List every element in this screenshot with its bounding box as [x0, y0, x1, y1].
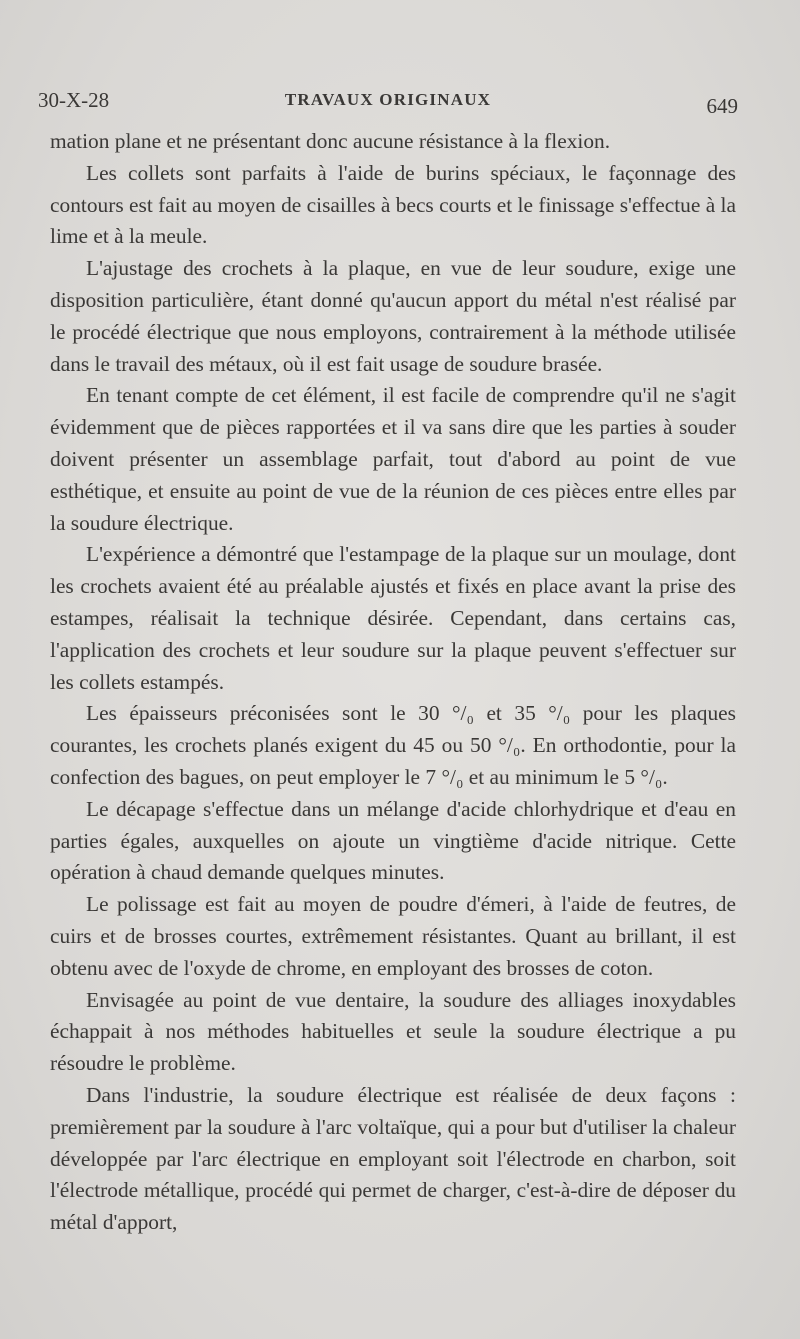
paragraph-collets: Les collets sont parfaits à l'aide de burins spéciaux, le façonnage des contours est fait au moyen de cisailles à becs courts et le finissage s'effectue à la lime et à la meule.: [50, 160, 736, 249]
paragraph-industrie: Dans l'industrie, la soudure électrique est réalisée de deux façons : premièrement par la soudure à l'arc voltaïque, qui a pour but d'utiliser la chaleur développée par l'arc électrique en employant soit l'électrode en charbon, soit l'électrode métallique, procédé qui permet de charger, c'est-à-dire de déposer du métal d'apport,: [50, 1082, 736, 1235]
body-text: [50, 126, 736, 1239]
running-head: [38, 88, 738, 122]
paragraph-epaisseurs: Les épaisseurs préconisées sont le 30 °/₀ et 35 °/₀ pour les plaques courantes, les crochets planés exigent du 45 ou 50 °/₀. En orthodontie, pour la confection des bagues, on peut employer le 7 °/₀ et au minimum le 5 °/₀.: [50, 701, 736, 789]
header-date: 30-X-28: [38, 88, 110, 112]
paragraph-decapage: Le décapage s'effectue dans un mélange d'acide chlorhydrique et d'eau en parties égales, auxquelles on ajoute un vingtième d'acide nitrique. Cette opération à chaud demande quelques minutes.: [50, 796, 736, 885]
paragraph-experience: L'expérience a démontré que l'estampage de la plaque sur un moulage, dont les crochets avaient été au préalable ajustés et fixés en place avant la prise des estampes, réalisait la technique désirée. Cependant, dans certains cas, l'application des crochets et leur soudure sur la plaque peuvent s'effectuer sur les collets estampés.: [50, 542, 736, 694]
header-section-title: TRAVAUX ORIGINAUX: [284, 90, 492, 109]
page-number: 649: [706, 94, 738, 118]
paragraph-polissage: Le polissage est fait au moyen de poudre d'émeri, à l'aide de feutres, de cuirs et de brosses courtes, extrêmement résistantes. Quant au brillant, il est obtenu avec de l'oxyde de chrome, en employant des brosses de coton.: [50, 892, 736, 980]
paragraph-soudure-alliages: Envisagée au point de vue dentaire, la soudure des alliages inoxydables échappait à nos méthodes habituelles et seule la soudure électrique a pu résoudre le problème.: [50, 987, 736, 1076]
paragraph-continuation: mation plane et ne présentant donc aucune résistance à la flexion.: [50, 129, 611, 153]
paragraph-element: En tenant compte de cet élément, il est facile de comprendre qu'il ne s'agit évidemment que de pièces rapportées et il va sans dire que les parties à souder doivent présenter un assemblage parfait, tout d'abord au point de vue esthétique, et ensuite au point de vue de la réunion de ces pièces entre elles par la soudure électrique.: [50, 383, 736, 535]
paragraph-ajustage: L'ajustage des crochets à la plaque, en vue de leur soudure, exige une disposition particulière, étant donné qu'aucun apport du métal n'est réalisé par le procédé électrique que nous employons, contrairement à la méthode utilisée dans le travail des métaux, où il est fait usage de soudure brasée.: [50, 256, 736, 376]
